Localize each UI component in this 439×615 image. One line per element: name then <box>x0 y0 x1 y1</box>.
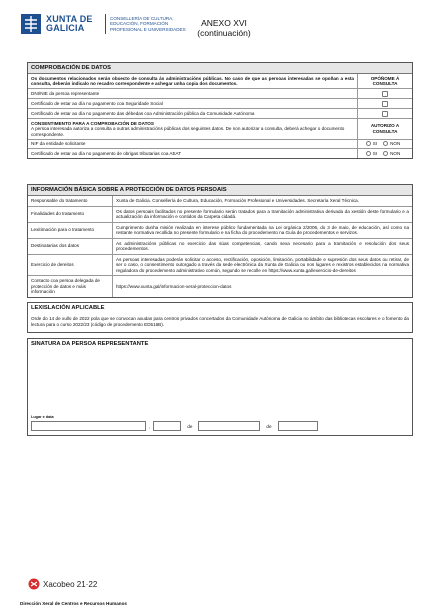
oppose-ss-checkbox[interactable] <box>382 101 388 107</box>
nif-yes-radio[interactable] <box>366 141 371 146</box>
verification-row-dni <box>28 89 412 99</box>
xunta-shield-icon <box>19 12 43 36</box>
verification-row-ss <box>28 99 412 109</box>
oppose-dni-checkbox[interactable] <box>382 91 388 97</box>
xacobeo-mark-icon <box>28 578 40 590</box>
place-date-line <box>28 419 412 435</box>
consent-block <box>28 119 357 139</box>
place-date-label: Lugar e data <box>31 415 54 419</box>
signature-section <box>27 338 413 436</box>
info-label: Exercicio de dereitos <box>28 255 113 276</box>
yes-label: SI <box>372 150 378 156</box>
consent-header-row <box>28 119 412 140</box>
verification-row-debts <box>28 109 412 119</box>
date-comma: , <box>149 423 151 429</box>
legislation-section <box>27 302 413 333</box>
yes-label: SI <box>372 141 378 146</box>
de-label: de <box>266 423 272 429</box>
aeat-no-radio[interactable] <box>383 151 388 156</box>
consent-text: A persoa interesada autoriza a consulta a outras administracións públicas dos seguintes datos. De non autorizar a consulta, deberá achegar o documento correspondente. <box>31 126 345 137</box>
aeat-yes-radio[interactable] <box>366 151 371 156</box>
logo-title: XUNTA DE GALICIA <box>46 14 93 33</box>
info-row-contact <box>28 276 412 297</box>
data-verification-section <box>27 62 413 159</box>
data-protection-title: INFORMACIÓN BÁSICA SOBRE A PROTECCIÓN DE DATOS PERSOAIS <box>28 185 412 196</box>
signature-area[interactable] <box>28 349 412 415</box>
day-field[interactable] <box>153 421 181 431</box>
info-text: Cumprimento dunha misión realizada en interese público fundamentada na Lei orgánica 2/2006, do 3 de maio, de educación, así como na restante normativa recollida no presente formulario e na ficha do procedemento na Guía de procedementos e servizos. <box>116 224 409 235</box>
info-row-recipients <box>28 239 412 255</box>
consent-title: CONSENTIMENTO PARA A COMPROBACIÓN DE DATOS <box>31 120 154 126</box>
info-row-rights <box>28 255 412 277</box>
info-label: Contacto coa persoa delegada de protección de datos e máis información <box>28 276 113 297</box>
info-text: Xunta de Galicia. Consellería de Cultura, Educación, Formación Profesional e Universidades. Secretaría Xeral Técnica. <box>116 198 359 203</box>
legislation-title: LEXISLACIÓN APLICABLE <box>31 305 105 311</box>
no-label: NON <box>390 141 401 146</box>
info-text: As persoas interesadas poderán solicitar o acceso, rectificación, oposición, limitación, portabilidade e supresión dos seus datos ou retirar, de ser o caso, o consentimento outorgado a través da sede electrónica da Xunta de Galicia ou nos lugares e rexistros establecidos na normativa reguladora do procedemento administrativo común, segundo se recolle en https://www.xunta.gal/exercicio-de-dereitos <box>116 256 409 273</box>
annex-subtitle: (continuación) <box>197 28 251 38</box>
xacobeo-name: Xacobeo 21·22 <box>43 579 98 589</box>
xacobeo-logo <box>28 578 97 590</box>
de-label: de <box>187 423 193 429</box>
contact-link[interactable]: https://www.xunta.gal/informacion-xeral-proteccion-datos <box>116 283 232 289</box>
place-field[interactable] <box>31 421 146 431</box>
logo-subtitle: CONSELLERÍA DE CULTURA, EDUCACIÓN, FORMACIÓN PROFESIONAL E UNIVERSIDADES <box>110 15 186 32</box>
consent-row-aeat <box>28 149 412 158</box>
directorate-name: Dirección Xeral de Centros e Recursos Humanos <box>20 601 127 606</box>
verification-title: COMPROBACIÓN DE DATOS <box>28 63 412 74</box>
consent-row-label: Certificado de estar ao día no pagamento de obrigas tributarias coa AEAT <box>31 150 182 156</box>
signature-title: SINATURA DA PERSOA REPRESENTANTE <box>31 341 149 347</box>
xunta-logo <box>19 12 190 36</box>
annex-title: ANEXO XVI <box>201 18 247 28</box>
info-row-purposes <box>28 207 412 223</box>
consent-row-nif <box>28 140 412 150</box>
logo-divider <box>105 14 106 34</box>
info-label: Lexitimación para o tratamento <box>28 223 113 238</box>
verification-intro: Os documentos relacionados serán obxecto de consulta ás administracións públicas. No caso de que as persoas interesadas se opoñan a esta consulta, deberán indicalo no recadro correspondente e achegar unha copia dos documentos. <box>31 75 354 86</box>
verification-row-label: Certificado de estar ao día no pagamento coa Seguridade Social <box>31 100 163 106</box>
verification-row-label: DNI/NIE da persoa representante <box>31 90 100 96</box>
info-label: Destinatarias dos datos <box>28 239 113 254</box>
info-label: Finalidades do tratamento <box>28 207 113 222</box>
oppose-debts-checkbox[interactable] <box>382 111 388 117</box>
info-label: Responsable do tratamento <box>28 196 113 206</box>
month-field[interactable] <box>198 421 260 431</box>
data-protection-section <box>27 184 413 298</box>
legislation-text: Orde do 14 de xullo de 2022 pola que se convocan axudas para centros privados concertados da Comunidade Autónoma de Galicia no ámbito das bibliotecas escolares e o fomento da lectura para o curso 2022/23 (código de procedemento ED516B). <box>31 316 409 327</box>
annex-heading <box>194 18 254 38</box>
no-label: NON <box>390 150 401 156</box>
info-text: Os datos persoais facilitados no presente formulario serán tratados para a tramitación administrativa derivada da xestión deste formulario e a actualización da información e contidos da Carpeta cidadá. <box>116 208 409 219</box>
info-text: As administracións públicas no exercicio das súas competencias, cando sexa necesario para a tramitación e resolución dos seus procedementos. <box>116 240 409 251</box>
oppose-header: OPÓÑOME Á CONSULTA <box>357 74 412 88</box>
info-row-legitimation <box>28 223 412 239</box>
authorize-header: AUTORIZO A CONSULTA <box>357 119 412 139</box>
year-field[interactable] <box>278 421 318 431</box>
consent-row-label: NIF da entidade solicitante <box>31 141 86 146</box>
verification-row-label: Certificado de estar ao día no pagamento das débedas coa Administración pública da Comunidade Autónoma <box>31 110 255 116</box>
verification-intro-row <box>28 74 412 89</box>
info-row-responsible <box>28 196 412 207</box>
nif-no-radio[interactable] <box>383 141 388 146</box>
